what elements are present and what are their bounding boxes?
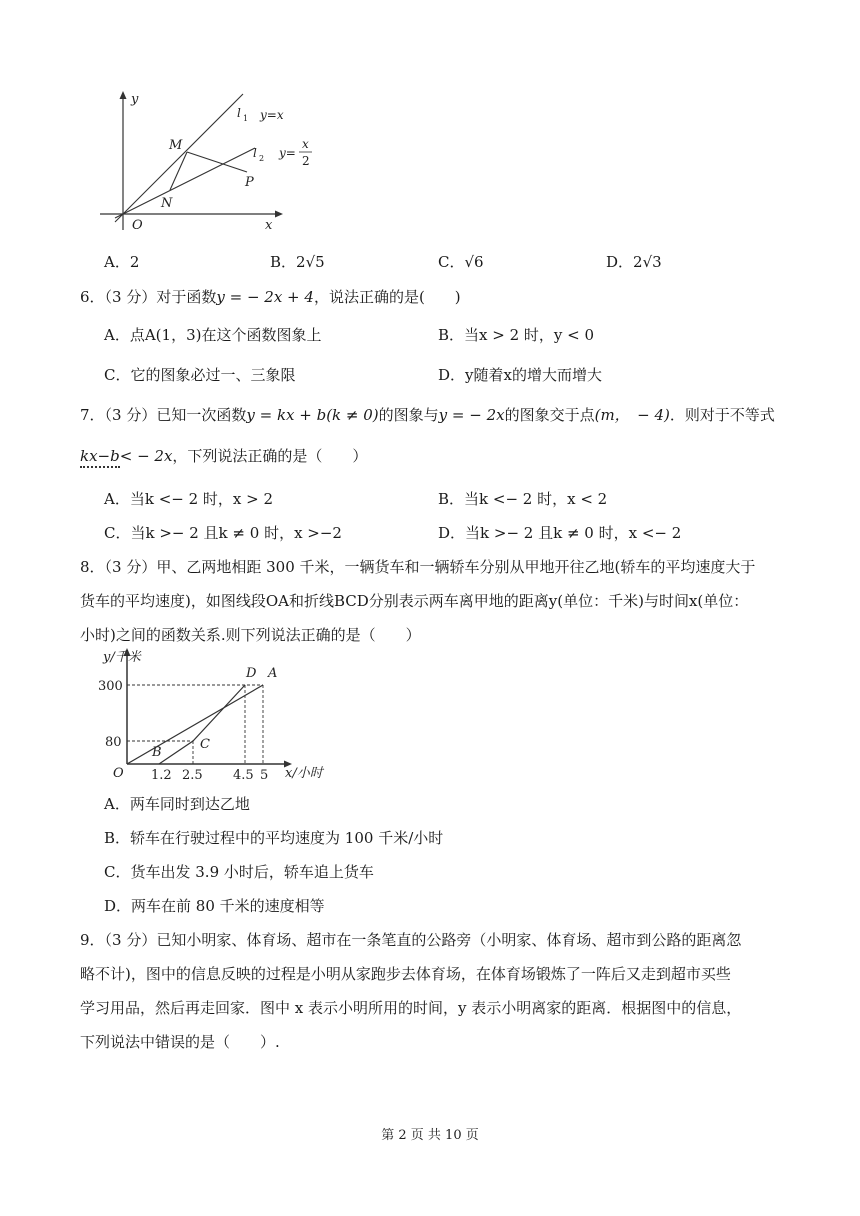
origin-label: O	[132, 218, 143, 233]
label-C: C	[200, 737, 210, 752]
option-text: y随着x的增大而增大	[465, 366, 602, 384]
option-letter: D．	[438, 524, 466, 542]
q7-text-c: 的图象交于点	[504, 406, 595, 424]
option-letter: D．	[606, 253, 634, 271]
option-text: 2√5	[296, 253, 325, 271]
q6-stem-post: ，说法正确的是( )	[313, 288, 461, 306]
q7-option-d[interactable]	[438, 522, 681, 543]
option-letter: B．	[104, 829, 131, 847]
option-letter: C．	[104, 366, 131, 384]
q7-option-a[interactable]	[104, 488, 273, 509]
option-text: 轿车在行驶过程中的平均速度为 100 千米/小时	[130, 829, 444, 847]
option-text: 当x > 2 时，y < 0	[464, 326, 595, 344]
q6-stem-pre: 6．（3 分）对于函数	[80, 288, 217, 306]
x-axis-arrow	[275, 211, 283, 218]
option-text: 当k >− 2 且k ≠ 0 时，x >−2	[130, 524, 342, 542]
segment-OA	[127, 685, 263, 764]
label-l2: l	[253, 146, 257, 160]
label-l1-sub: 1	[243, 114, 249, 123]
option-text: √6	[464, 253, 484, 271]
option-letter: D．	[438, 366, 466, 384]
q5-option-b[interactable]	[270, 251, 325, 272]
y-axis-label: y	[131, 92, 139, 107]
q6-function: y = − 2x + 4	[216, 288, 314, 306]
q7-func-2: y = − 2x	[438, 406, 505, 424]
x-tick-5: 5	[260, 768, 269, 783]
q8-option-b[interactable]	[104, 827, 443, 848]
x-axis-label: x/小时	[285, 766, 323, 781]
q5-option-c[interactable]	[438, 251, 484, 272]
q7-option-b[interactable]	[438, 488, 607, 509]
label-l1-eq: y=x	[260, 108, 284, 122]
option-text: 当k <− 2 时，x > 2	[129, 490, 274, 508]
q9-stem-line3: 学习用品，然后再走回家．图中 x 表示小明所用的时间，y 表示小明离家的距离．根据图中的信息，	[80, 999, 742, 1017]
label-l2-eq-den: 2	[302, 154, 310, 168]
page-footer: 第 2 页 共 10 页	[381, 1128, 479, 1143]
option-letter: C．	[104, 524, 131, 542]
q6-option-d[interactable]	[438, 364, 602, 385]
y-tick-300: 300	[98, 679, 123, 694]
option-letter: A．	[104, 795, 130, 813]
origin-label: O	[113, 766, 124, 781]
q9-stem-line2: 略不计)，图中的信息反映的过程是小明从家跑步去体育场，在体育场锻炼了一阵后又走到超市买些	[80, 965, 731, 983]
label-P: P	[245, 175, 254, 190]
q7-stem-line2	[80, 445, 367, 466]
polyline-BCD	[159, 685, 245, 764]
q8-option-d[interactable]	[104, 895, 325, 916]
line-l1	[115, 94, 243, 222]
q7-point: (m， − 4)	[594, 406, 670, 424]
q8-figure	[95, 643, 355, 783]
q7-text-a: 7．（3 分）已知一次函数	[80, 406, 247, 424]
option-text: 当k <− 2 时，x < 2	[464, 490, 608, 508]
x-tick-4.5: 4.5	[233, 768, 254, 783]
option-letter: A．	[104, 490, 130, 508]
y-axis-label: y/千米	[103, 650, 141, 665]
q7-stem-line1	[80, 404, 775, 425]
label-l2-sub: 2	[259, 154, 265, 163]
q6-option-b[interactable]	[438, 324, 594, 345]
option-letter: B．	[270, 253, 297, 271]
q9-stem-line4: 下列说法中错误的是（ ）.	[80, 1033, 280, 1051]
option-letter: C．	[438, 253, 465, 271]
label-l1: l	[237, 106, 241, 120]
label-l2-eq-lhs: y=	[279, 146, 296, 160]
option-text: 点A(1，3)在这个函数图象上	[129, 326, 322, 344]
option-text: 2	[129, 253, 140, 271]
option-text: 货车出发 3.9 小时后，轿车追上货车	[130, 863, 374, 881]
q8-option-a[interactable]	[104, 793, 250, 814]
line-l2	[115, 148, 255, 218]
label-D: D	[246, 666, 257, 681]
q7-text-b: 的图象与	[378, 406, 439, 424]
label-B: B	[152, 745, 162, 760]
q5-option-d[interactable]	[606, 251, 662, 272]
option-letter: A．	[104, 253, 130, 271]
q7-func-1: y = kx + b(k ≠ 0)	[246, 406, 379, 424]
label-A: A	[268, 666, 278, 681]
label-l2-eq-num: x	[302, 137, 309, 151]
option-text: 2√3	[633, 253, 662, 271]
segment-MP	[187, 152, 247, 172]
y-axis-arrow	[120, 91, 127, 99]
q5-figure	[95, 85, 335, 235]
label-M: M	[169, 138, 183, 153]
option-text: 两车在前 80 千米的速度相等	[131, 897, 325, 915]
q7-stem-rest: ，下列说法正确的是（ ）	[172, 447, 368, 465]
x-axis-label: x	[265, 218, 273, 233]
q9-stem-line1: 9．（3 分）已知小明家、体育场、超市在一条笔直的公路旁（小明家、体育场、超市到公路的距离忽	[80, 931, 742, 949]
q8-stem-line1: 8．（3 分）甲、乙两地相距 300 千米，一辆货车和一辆轿车分别从甲地开往乙地(轿车的平均速度大于	[80, 558, 756, 576]
q8-stem-line3: 小时)之间的函数关系.则下列说法正确的是（ ）	[80, 626, 421, 644]
option-text: 当k >− 2 且k ≠ 0 时，x <− 2	[465, 524, 682, 542]
label-N: N	[161, 196, 173, 211]
q7-option-c[interactable]	[104, 522, 342, 543]
q8-stem-line2: 货车的平均速度)，如图线段OA和折线BCD分别表示两车离甲地的距离y(单位：千米)与时间x(单位：	[80, 592, 749, 610]
q7-inequality-underlined: kx−b	[80, 447, 120, 468]
x-tick-2.5: 2.5	[182, 768, 203, 783]
q7-text-d: ．则对于不等式	[669, 406, 775, 424]
option-letter: B．	[438, 490, 465, 508]
option-letter: C．	[104, 863, 131, 881]
q6-stem	[80, 286, 461, 307]
option-letter: D．	[104, 897, 132, 915]
segment-MN	[170, 152, 187, 190]
q5-option-a[interactable]	[104, 251, 139, 272]
x-tick-1.2: 1.2	[151, 768, 172, 783]
q6-option-c[interactable]	[104, 364, 296, 385]
option-letter: A．	[104, 326, 130, 344]
q8-option-c[interactable]	[104, 861, 374, 882]
q7-inequality-rest: < − 2x	[119, 447, 173, 465]
q6-option-a[interactable]	[104, 324, 321, 345]
option-letter: B．	[438, 326, 465, 344]
y-tick-80: 80	[105, 735, 122, 750]
option-text: 它的图象必过一、三象限	[130, 366, 296, 384]
option-text: 两车同时到达乙地	[129, 795, 250, 813]
